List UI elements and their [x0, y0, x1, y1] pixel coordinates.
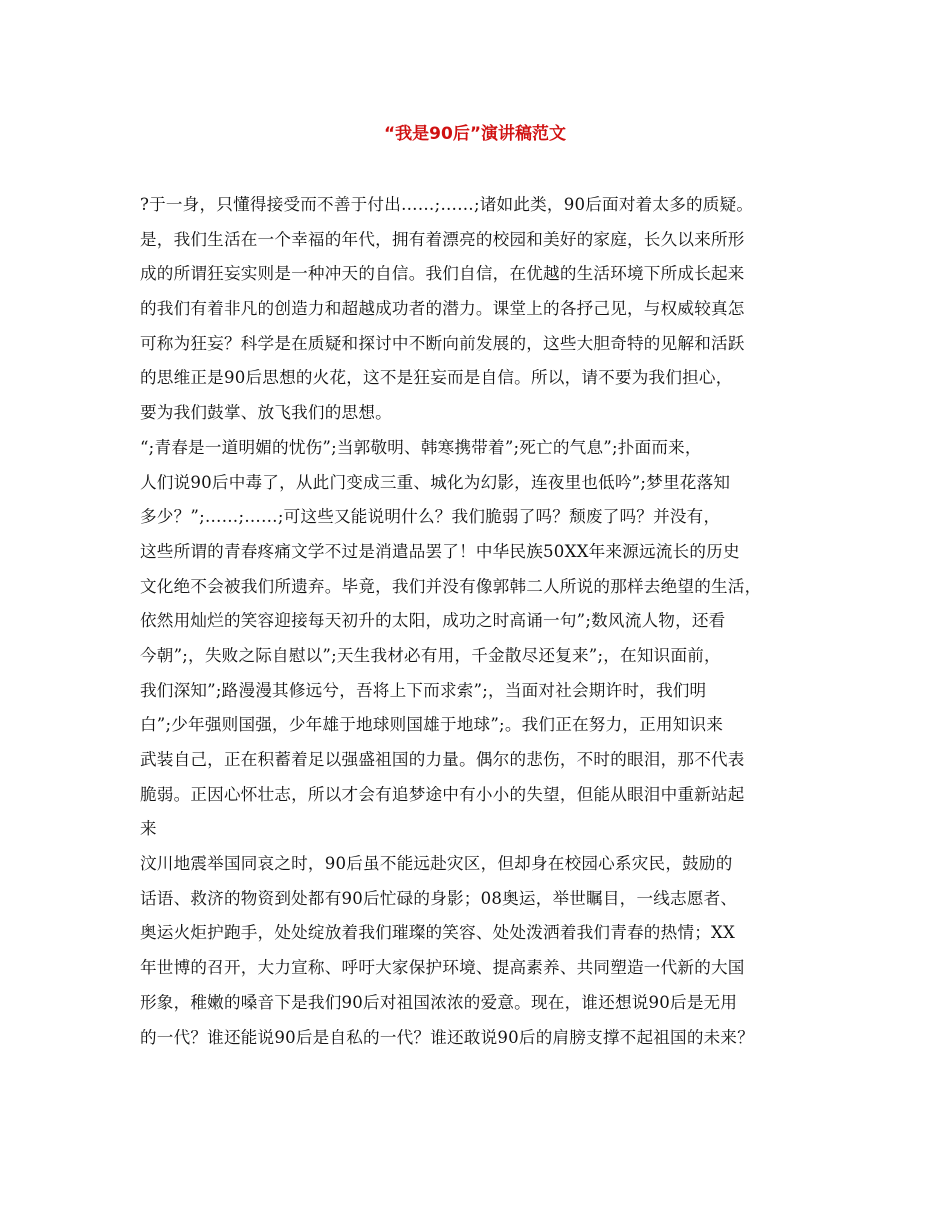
- text-line: 脆弱。正因心怀壮志，所以才会有追梦途中有小小的失望，但能从眼泪中重新站起: [140, 784, 745, 804]
- text-line: 的一代？谁还能说90后是自私的一代？谁还敢说90后的肩膀支撑不起祖国的未来？: [140, 1027, 755, 1047]
- text-line: 奥运火炬护跑手，处处绽放着我们璀璨的笑容、处处泼洒着我们青春的热情；XX: [140, 923, 736, 943]
- text-line: 我们深知”;路漫漫其修远兮，吾将上下而求索”;，当面对社会期许时，我们明: [140, 680, 707, 700]
- text-line: 要为我们鼓掌、放飞我们的思想。: [140, 403, 392, 423]
- text-line: 年世博的召开，大力宣称、呼吁大家保护环境、提高素养、共同塑造一代新的大国: [140, 958, 745, 978]
- document-title: “我是90后”演讲稿范文: [383, 124, 566, 144]
- document-body: [140, 188, 820, 1055]
- text-line: 是，我们生活在一个幸福的年代，拥有着漂亮的校园和美好的家庭，长久以来所形: [140, 229, 745, 249]
- text-line: 文化绝不会被我们所遗弃。毕竟，我们并没有像郭韩二人所说的那样去绝望的生活，: [140, 576, 762, 596]
- text-line: 今朝”;，失败之际自慰以”;天生我材必有用，千金散尽还复来”;，在知识面前，: [140, 645, 721, 665]
- text-line: 多少？”;……;……;可这些又能说明什么？我们脆弱了吗？颓废了吗？并没有，: [140, 507, 721, 527]
- text-line: 话语、救济的物资到处都有90后忙碌的身影；08奥运，举世瞩目，一线志愿者、: [140, 888, 738, 908]
- text-line: 来: [140, 819, 157, 839]
- text-line: “;青春是一道明媚的忧伤”;当郭敬明、韩寒携带着”;死亡的气息”;扑面而来，: [140, 437, 702, 457]
- text-line: 依然用灿烂的笑容迎接每天初升的太阳，成功之时高诵一句”;数风流人物，还看: [140, 611, 726, 631]
- text-line: 汶川地震举国同哀之时，90后虽不能远赴灾区，但却身在校园心系灾民，鼓励的: [140, 854, 733, 874]
- text-line: 白”;少年强则国强，少年雄于地球则国雄于地球”;。我们正在努力，正用知识来: [140, 715, 724, 735]
- text-line: 的我们有着非凡的创造力和超越成功者的潜力。课堂上的各抒己见，与权威较真怎: [140, 299, 745, 319]
- text-line: 的思维正是90后思想的火花，这不是狂妄而是自信。所以，请不要为我们担心，: [140, 368, 733, 388]
- text-line: ?于一身，只懂得接受而不善于付出……;……;诸如此类，90后面对着太多的质疑。: [140, 195, 754, 214]
- text-line: 人们说90后中毒了，从此门变成三重、城化为幻影，连夜里也低吟”;梦里花落知: [140, 472, 731, 492]
- text-line: 武装自己，正在积蓄着足以强盛祖国的力量。偶尔的悲伤，不时的眼泪，那不代表: [140, 750, 745, 769]
- text-line: 成的所谓狂妄实则是一种冲天的自信。我们自信，在优越的生活环境下所成长起来: [140, 264, 745, 284]
- text-line: 可称为狂妄？科学是在质疑和探讨中不断向前发展的，这些大胆奇特的见解和活跃: [140, 333, 745, 353]
- text-line: 形象，稚嫩的嗓音下是我们90后对祖国浓浓的爱意。现在，谁还想说90后是无用: [140, 992, 738, 1012]
- text-line: 这些所谓的青春疼痛文学不过是消遣品罢了！中华民族50XX年来源远流长的历史: [140, 541, 740, 561]
